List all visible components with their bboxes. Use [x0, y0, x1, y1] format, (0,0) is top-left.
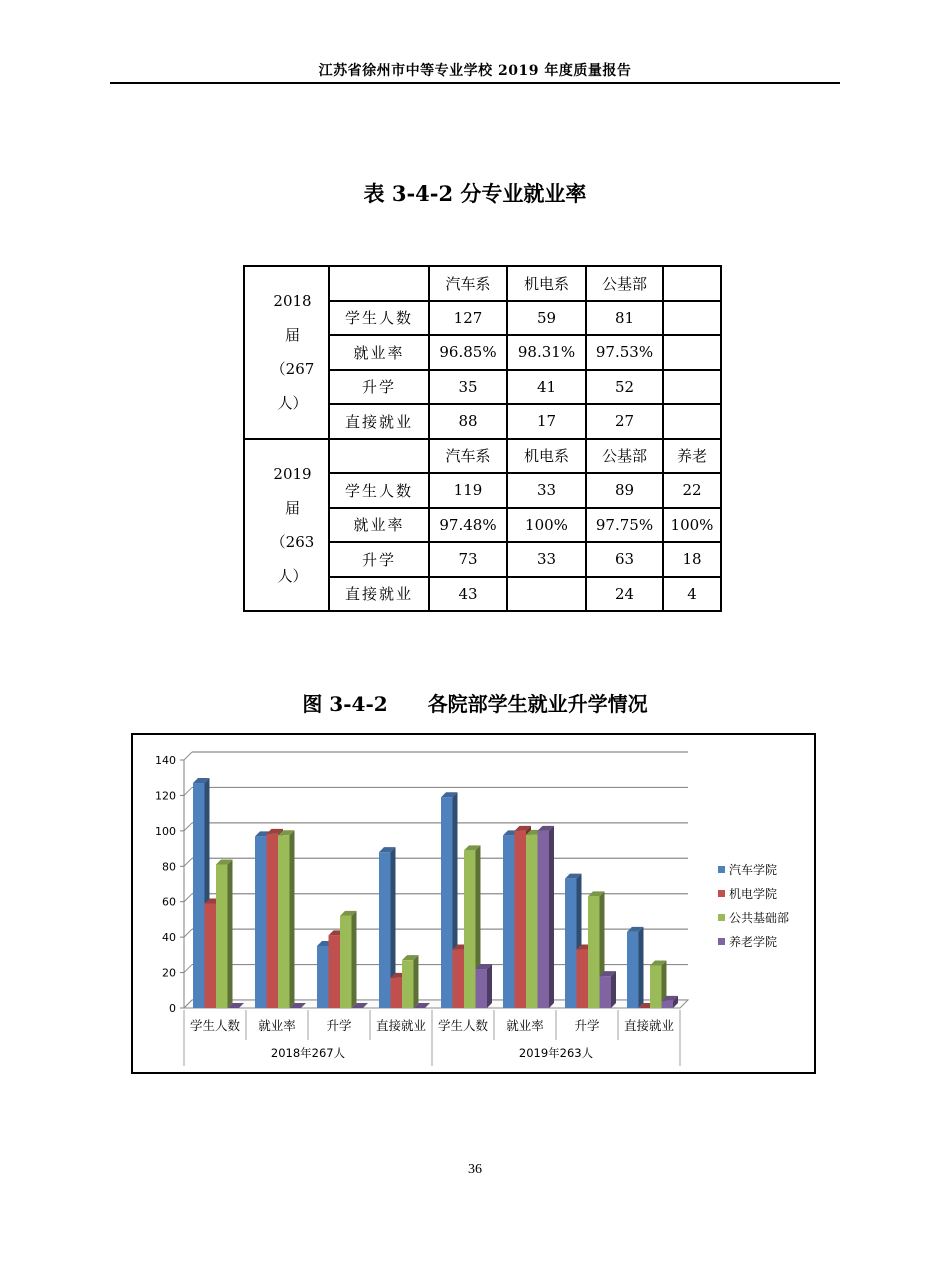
year-line: 2018	[273, 292, 312, 311]
table-cell: 22	[663, 473, 721, 508]
x-category-label: 学生人数	[189, 1018, 241, 1033]
y-tick-label: 40	[162, 931, 176, 945]
gridline-side	[184, 965, 192, 973]
page-number: 36	[468, 1162, 482, 1177]
x-category-label: 直接就业	[623, 1018, 675, 1033]
year-line: （267	[270, 360, 315, 379]
table-cell: 96.85%	[429, 335, 507, 370]
table-cell: 35	[429, 370, 507, 405]
year-line: 届	[284, 326, 300, 345]
row-label: 学生人数	[329, 301, 429, 336]
table-cell: 98.31%	[507, 335, 586, 370]
table-cell: 33	[507, 542, 586, 577]
bar	[216, 860, 233, 1008]
table-cell: 97.75%	[586, 508, 663, 543]
legend-swatch-icon	[718, 938, 725, 945]
column-header: 公基部	[586, 266, 663, 301]
page-header-title: 江苏省徐州市中等专业学校 2019 年度质量报告	[318, 63, 632, 79]
table-cell: 43	[429, 577, 507, 612]
gridline-side	[184, 929, 192, 937]
table-cell: 52	[586, 370, 663, 405]
table-cell: 100%	[507, 508, 586, 543]
x-category-label: 就业率	[258, 1018, 296, 1033]
table-cell: 17	[507, 404, 586, 439]
column-header: 机电系	[507, 266, 586, 301]
legend-label: 汽车学院	[729, 862, 778, 877]
legend-label: 养老学院	[729, 934, 778, 949]
table-cell: 97.48%	[429, 508, 507, 543]
legend-swatch-icon	[718, 866, 725, 873]
y-tick-label: 0	[169, 1002, 176, 1015]
x-category-label: 升学	[326, 1018, 352, 1033]
table-cell: 119	[429, 473, 507, 508]
table-cell: 88	[429, 404, 507, 439]
row-label: 就业率	[329, 335, 429, 370]
bar	[538, 826, 555, 1008]
legend-label: 机电学院	[729, 886, 778, 901]
bar	[402, 955, 419, 1008]
row-label: 直接就业	[329, 577, 429, 612]
bar	[627, 927, 644, 1008]
chart-legend	[718, 857, 789, 953]
table-cell: 4	[663, 577, 721, 612]
table-cell: 97.53%	[586, 335, 663, 370]
table-title: 表 3-4-2 分专业就业率	[363, 181, 587, 206]
bar	[476, 964, 493, 1008]
figure-title: 图 3-4-2 各院部学生就业升学情况	[302, 692, 648, 716]
legend-item	[718, 905, 789, 929]
x-group-label: 2018年267人	[270, 1046, 346, 1060]
table-cell: 89	[586, 473, 663, 508]
row-label: 学生人数	[329, 473, 429, 508]
x-category-label: 直接就业	[375, 1018, 427, 1033]
table-cell: 24	[586, 577, 663, 612]
bar	[600, 971, 617, 1008]
legend-item	[718, 881, 789, 905]
table-cell: 27	[586, 404, 663, 439]
bar	[278, 830, 295, 1008]
column-header: 汽车系	[429, 266, 507, 301]
y-tick-label: 80	[162, 860, 176, 874]
gridline-side	[184, 752, 192, 760]
gridline-side	[184, 894, 192, 902]
gridline-side	[184, 858, 192, 866]
year-line: 2019	[273, 464, 312, 483]
legend-swatch-icon	[718, 890, 725, 897]
column-header: 机电系	[507, 439, 586, 474]
legend-swatch-icon	[718, 914, 725, 921]
table-cell: 59	[507, 301, 586, 336]
row-label: 就业率	[329, 508, 429, 543]
table-cell: 100%	[663, 508, 721, 543]
y-tick-label: 20	[162, 966, 176, 980]
table-cell: 18	[663, 542, 721, 577]
table-cell: 73	[429, 542, 507, 577]
column-header: 养老	[663, 439, 721, 474]
y-tick-label: 60	[162, 895, 176, 909]
x-category-label: 就业率	[506, 1018, 544, 1033]
table-cell: 127	[429, 301, 507, 336]
y-tick-label: 100	[155, 824, 176, 838]
table-cell: 81	[586, 301, 663, 336]
x-category-label: 学生人数	[437, 1018, 489, 1033]
gridline-side	[184, 823, 192, 831]
y-tick-label: 120	[155, 789, 176, 803]
bar	[340, 911, 357, 1008]
legend-label: 公共基础部	[729, 910, 790, 925]
row-label: 升学	[329, 542, 429, 577]
table-cell: 63	[586, 542, 663, 577]
year-line: 届	[284, 498, 300, 517]
y-tick-label: 140	[155, 754, 176, 767]
x-category-label: 升学	[574, 1018, 600, 1033]
table-cell: 33	[507, 473, 586, 508]
x-group-label: 2019年263人	[518, 1046, 594, 1060]
legend-item	[718, 857, 789, 881]
gridline-side	[184, 787, 192, 795]
year-line: （263	[270, 532, 315, 551]
column-header: 公基部	[586, 439, 663, 474]
row-label: 升学	[329, 370, 429, 405]
row-label: 直接就业	[329, 404, 429, 439]
year-line: 人）	[277, 566, 308, 585]
year-line: 人）	[277, 394, 308, 413]
column-header: 汽车系	[429, 439, 507, 474]
legend-item	[718, 929, 789, 953]
table-cell: 41	[507, 370, 586, 405]
